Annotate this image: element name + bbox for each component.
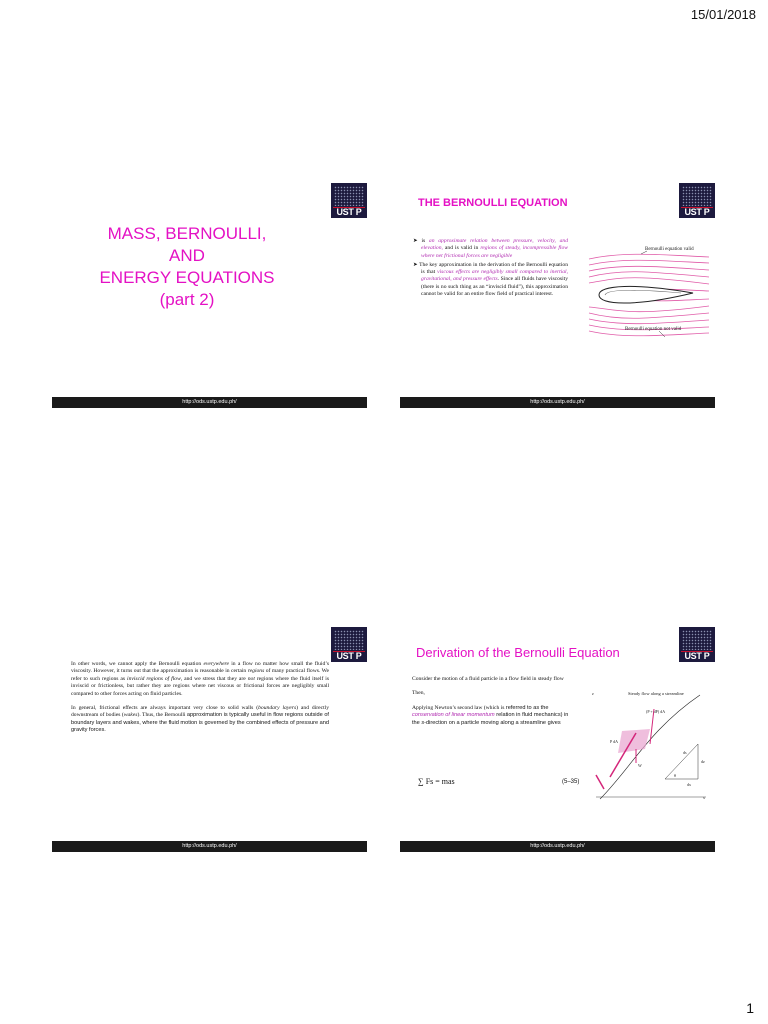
bullet-arrow-icon: ➤ [413, 261, 418, 268]
equation-number: (5–35) [562, 779, 580, 785]
slide-1-title [82, 223, 292, 311]
logo-dot-pattern [682, 630, 712, 650]
figure-label-ds: ds [683, 750, 687, 755]
logo-text: UST P [684, 207, 710, 217]
bullet-arrow-icon: ➤ [413, 238, 418, 244]
slide-2 [400, 183, 715, 408]
slide-footer-url[interactable]: http://ods.ustp.edu.ph/ [400, 397, 715, 408]
paragraph: In general, frictional effects are always important very close to solid walls (boundary layers) and directly downstream of bodies (wakes). Thus, the Bernoulli approximation is typically useful in flow regions outside of boundary layers and wakes, where the fluid motion is governed by the combined effects of pressure and gravity forces. [71, 705, 329, 734]
figure-label-p-top: (P + dP) dA [646, 709, 666, 714]
paragraph: Consider the motion of a fluid particle in a flow field in steady flow [412, 676, 564, 682]
slide-3-body [71, 661, 329, 742]
logo-dot-pattern [334, 186, 364, 206]
slide-footer-url[interactable]: http://ods.ustp.edu.ph/ [52, 397, 367, 408]
page-date: 15/01/2018 [690, 7, 756, 22]
paragraph: Applying Newton’s second law (which is referred to as the conservation of linear momentum relation in fluid mechanics) in the s-direction on a particle moving along a streamline gives [412, 704, 569, 726]
figure-label-dx: dx [687, 782, 691, 787]
slide-4-body [412, 676, 577, 734]
figure-label-flow: Steady flow along a streamline [628, 691, 684, 696]
figure-label-x: x [703, 795, 705, 800]
figure-label-w: W [638, 763, 642, 768]
figure-label-dz: dz [701, 759, 705, 764]
figure-label-theta: θ [674, 773, 676, 778]
title-line: ENERGY EQUATIONS [99, 268, 275, 287]
slide-footer-url[interactable]: http://ods.ustp.edu.ph/ [52, 841, 367, 852]
ustp-logo [331, 627, 367, 662]
slide-4-title: Derivation of the Bernoulli Equation [416, 645, 620, 660]
paragraph: Then, [412, 690, 425, 697]
bullet-item: ➤ is an approximate relation between pressure, velocity, and elevation, and is valid in regions of steady, incompressible flow where net frictional forces are negligible [413, 238, 568, 259]
slide-1 [52, 183, 367, 408]
figure-label-p-bottom: P dA [610, 739, 618, 744]
fluid-particle-figure [590, 689, 710, 804]
logo-text: UST P [684, 651, 710, 661]
slide-footer-url[interactable]: http://ods.ustp.edu.ph/ [400, 841, 715, 852]
logo-dot-pattern [682, 186, 712, 206]
paragraph: In other words, we cannot apply the Bernoulli equation everywhere in a flow no matter how small the fluid’s viscosity. However, it turns out that the approximation is reasonable in certain regions of many practical flows. We refer to such regions as inviscid regions of flow, and we stress that they are not regions where the fluid itself is inviscid or frictionless, but rather they are regions where net viscous or frictional forces are negligibly small compared to other forces acting on fluid particles. [71, 661, 329, 697]
logo-text: UST P [336, 207, 362, 217]
slide-4 [400, 627, 715, 852]
page-number: 1 [746, 1000, 754, 1016]
figure-label-z: z [592, 691, 594, 696]
slide-3 [52, 627, 367, 852]
slide-2-bullets [413, 238, 568, 300]
bullet-item: ➤ The key approximation in the derivation of the Bernoulli equation is that viscous effects are negligibly small compared to inertial, gravitational, and pressure effects. Since all fluids have viscosity (there is no such thing as an “inviscid fluid”), this approximation cannot be valid for an entire flow field of practical interest. [413, 261, 568, 298]
title-line: (part 2) [159, 290, 215, 309]
logo-dot-pattern [334, 630, 364, 650]
ustp-logo [679, 627, 715, 662]
title-line: MASS, BERNOULLI, [107, 224, 267, 243]
figure-label-not-valid: Bernoulli equation not valid [625, 327, 682, 332]
title-line: AND [169, 246, 205, 265]
logo-text: UST P [336, 651, 362, 661]
equation: ∑ Fs = mas [418, 777, 455, 786]
ustp-logo [679, 183, 715, 218]
ustp-logo [331, 183, 367, 218]
figure-label-valid: Bernoulli equation valid [645, 247, 694, 252]
slide-2-title: THE BERNOULLI EQUATION [418, 197, 568, 209]
